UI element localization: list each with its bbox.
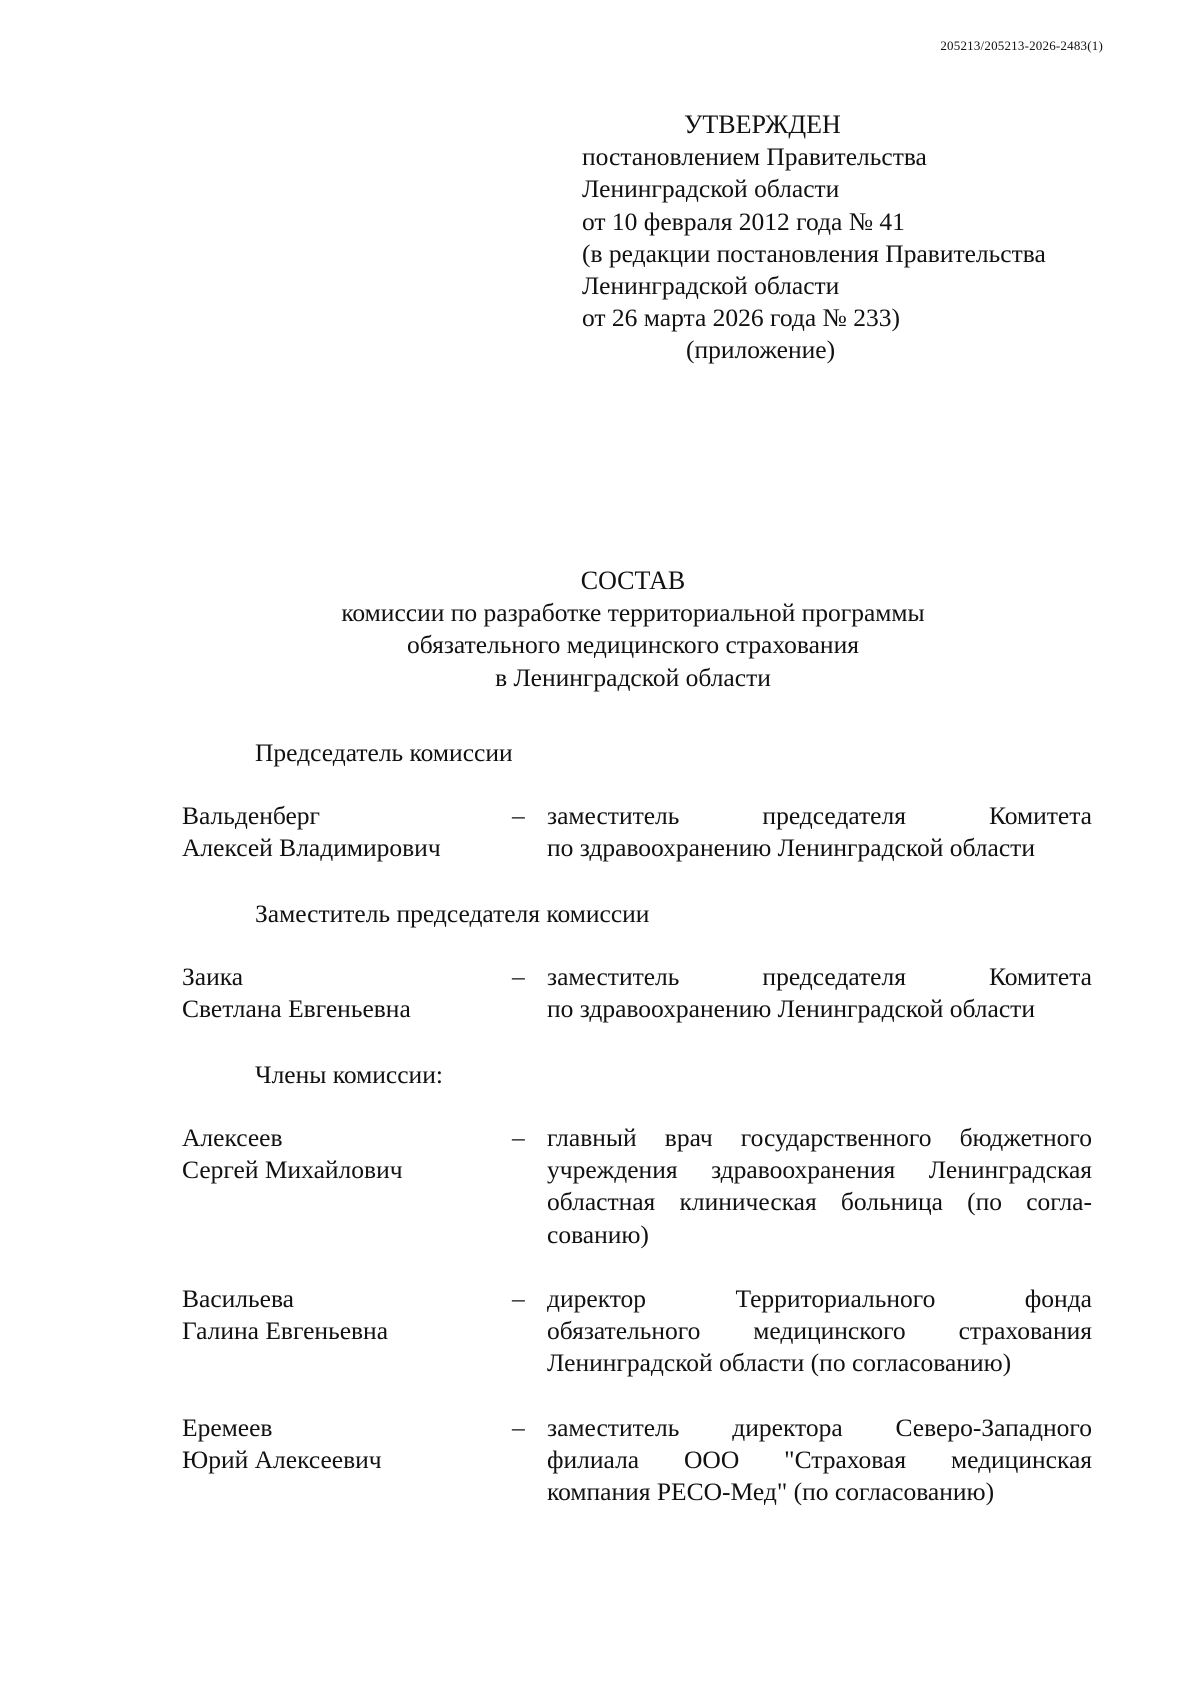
member-name [182,800,502,864]
position-line: компания РЕСО-Мед" (по согласованию) [547,1477,995,1507]
document-subtitle-line: комиссии по разработке территориальной программы [341,598,925,628]
position-line: Ленинградской области (по согласованию) [547,1348,1012,1378]
approval-block [582,109,1102,367]
document-subtitle-line: обязательного медицинского страхования [407,630,859,660]
member-surname: Вальденберг [182,801,321,830]
member-position [547,961,1092,1025]
dash-separator: – [512,1284,525,1313]
position-line: обязательного медицинского страхования [547,1316,1092,1346]
document-registration-number: 205213/205213-2026-2483(1) [940,38,1103,53]
member-surname: Алексеев [182,1123,283,1152]
approval-line: от 26 марта 2026 года № 233) [582,303,900,333]
member-position [547,1283,1092,1380]
member-given-name: Алексей Владимирович [182,833,441,863]
member-position [547,800,1092,864]
member-name [182,961,502,1025]
section-heading-deputy: Заместитель председателя комиссии [255,899,650,928]
position-line: филиала ООО "Страховая медицинская [547,1445,1092,1475]
approval-annex-note: (приложение) [686,335,836,365]
member-given-name: Светлана Евгеньевна [182,994,411,1024]
member-position [547,1122,1092,1251]
member-surname: Васильева [182,1284,294,1313]
position-line: областная клиническая больница (по согла- [547,1187,1092,1217]
approval-line: от 10 февраля 2012 года № 41 [582,206,905,236]
position-line: заместитель директора Северо-Западного [547,1413,1092,1442]
position-line: учреждения здравоохранения Ленинградская [547,1155,1092,1185]
position-line: директор Территориального фонда [547,1284,1092,1313]
document-title: СОСТАВ [580,566,686,595]
member-given-name: Юрий Алексеевич [182,1445,382,1475]
member-position [547,1412,1092,1509]
position-line: заместитель председателя Комитета [547,962,1092,991]
section-heading-chair: Председатель комиссии [255,738,513,767]
position-line: заместитель председателя Комитета [547,801,1092,830]
document-title-block [0,565,1200,694]
dash-separator: – [512,1413,525,1442]
position-line: главный врач государственного бюджетного [547,1123,1092,1152]
member-name [182,1412,502,1476]
position-line: по здравоохранению Ленинградской области [547,994,1035,1024]
member-given-name: Галина Евгеньевна [182,1316,389,1346]
dash-separator: – [512,962,525,991]
approval-line: Ленинградской области [582,174,840,204]
member-given-name: Сергей Михайлович [182,1155,403,1185]
member-name [182,1283,502,1347]
approval-title: УТВЕРЖДЕН [684,110,841,139]
section-heading-members: Члены комиссии: [255,1060,443,1089]
approval-line: (в редакции постановления Правительства [582,238,1046,268]
member-surname: Еремеев [182,1413,273,1442]
position-line: по здравоохранению Ленинградской области [547,833,1035,863]
approval-line: Ленинградской области [582,271,840,301]
position-line: сованию) [547,1219,649,1249]
approval-line: постановлением Правительства [582,142,927,172]
member-surname: Заика [182,962,244,991]
dash-separator: – [512,801,525,830]
document-subtitle-line: в Ленинградской области [495,662,771,692]
member-name [182,1122,502,1186]
dash-separator: – [512,1123,525,1152]
